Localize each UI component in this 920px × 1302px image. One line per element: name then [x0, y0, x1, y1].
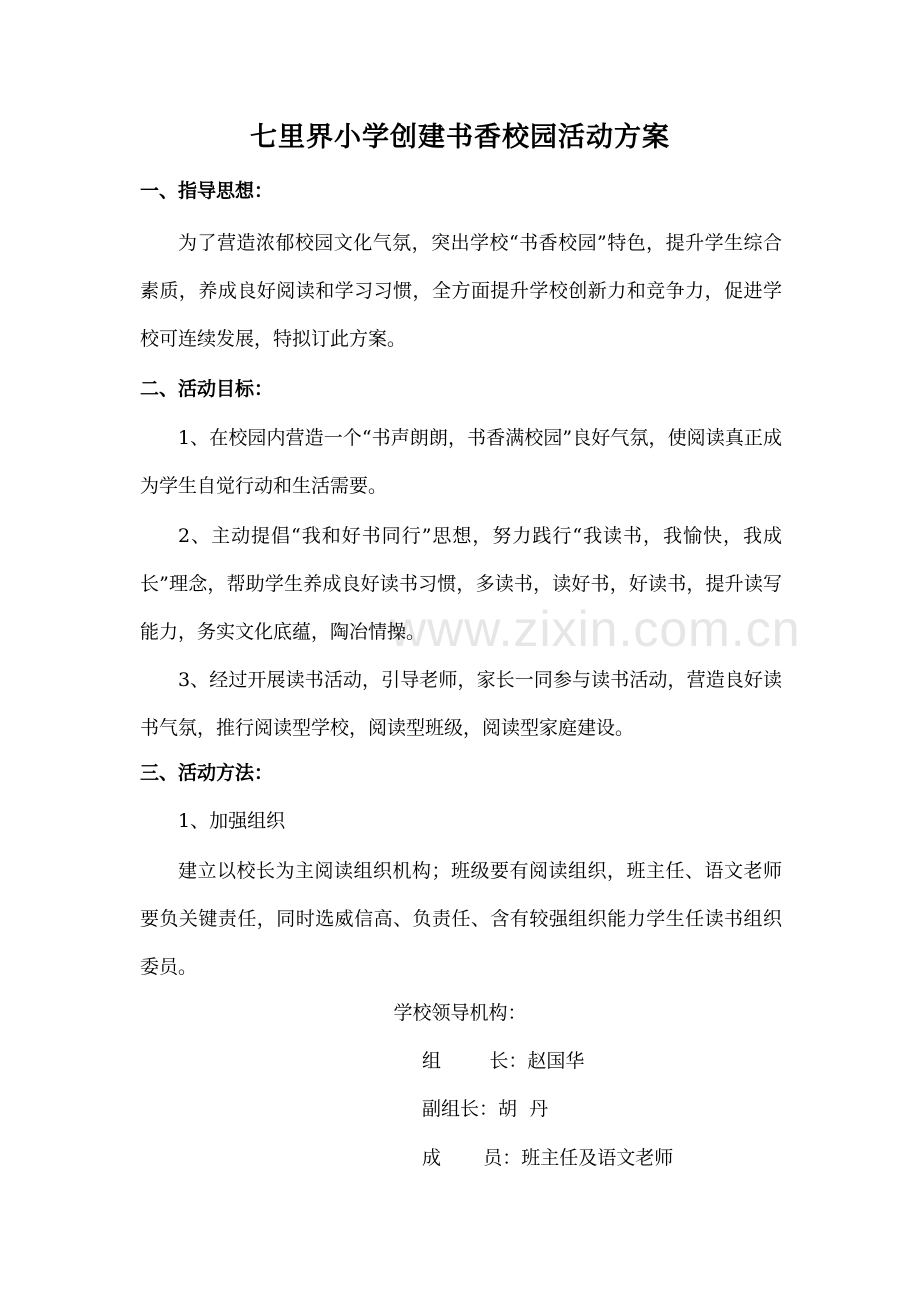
member-row-leader: 组 长：赵国华	[422, 1050, 585, 1072]
organization-paragraph: 建立以校长为主阅读组织机构；班级要有阅读组织，班主任、语文老师要负关键责任，同时选威信高、负责任、含有较强组织能力学生任读书组织委员。	[140, 860, 782, 978]
section-heading-guiding-thought: 一、指导思想：	[140, 180, 274, 202]
watermark: www.zixin.com.cn	[390, 601, 801, 657]
member-row-members: 成 员：班主任及语文老师	[422, 1147, 674, 1169]
leadership-title: 学校领导机构：	[393, 1002, 527, 1024]
goal-paragraph-2: 2、主动提倡“我和好书同行”思想，努力践行“我读书，我愉快，我成长”理念，帮助学生养成良好读书习惯，多读书，读好书，好读书，提升读写能力，务实文化底蕴，陶冶情操。	[140, 525, 782, 643]
section-heading-activity-goals: 二、活动目标：	[140, 378, 274, 400]
goal-paragraph-3: 3、经过开展读书活动，引导老师，家长一同参与读书活动，营造良好读书气氛，推行阅读型学校，阅读型班级，阅读型家庭建设。	[140, 669, 782, 739]
member-row-deputy: 副组长：胡 丹	[422, 1098, 549, 1120]
section-heading-activity-methods: 三、活动方法：	[140, 762, 274, 784]
method-subheading: 1、加强组织	[178, 810, 286, 832]
guiding-thought-paragraph: 为了营造浓郁校园文化气氛，突出学校“书香校园”特色，提升学生综合素质，养成良好阅读和学习习惯，全方面提升学校创新力和竞争力，促进学校可连续发展，特拟订此方案。	[140, 232, 782, 350]
document-title: 七里界小学创建书香校园活动方案	[250, 122, 670, 153]
goal-paragraph-1: 1、在校园内营造一个“书声朗朗，书香满校园”良好气氛，使阅读真正成为学生自觉行动和生活需要。	[140, 427, 782, 497]
